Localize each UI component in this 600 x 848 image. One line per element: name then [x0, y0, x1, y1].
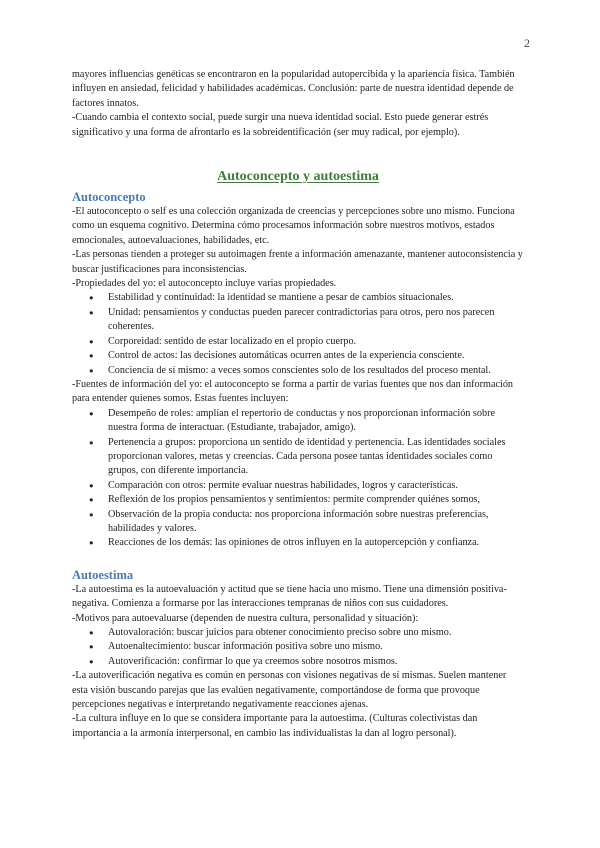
autoconcepto-heading: Autoconcepto	[72, 190, 146, 205]
list-item: ● Autoenaltecimiento: buscar información positiva sobre uno mismo.	[85, 640, 524, 654]
autoestima-paragraph-3: -La autoverificación negativa es común en personas con visiones negativas de sí mismas. Suelen mantener esta visión buscando parejas que las evalúen negativamente, comportándose de forma que provoque percepciones negativas e interpretando negativamente reacciones ajenas.	[72, 670, 507, 711]
properties-list	[72, 291, 524, 377]
list-item: ● Unidad: pensamientos y conductas pueden parecer contradictorias para otros, pero nos parecen coherentes.	[85, 306, 524, 335]
page-number: 2	[524, 36, 530, 50]
list-item: ● Comparación con otros: permite evaluar nuestras habilidades, logros y características.	[85, 479, 524, 493]
list-item: ● Observación de la propia conducta: nos proporciona información sobre nuestras preferencias, habilidades y valores.	[85, 508, 524, 537]
autoconcepto-paragraph-4: -Fuentes de información del yo: el autoconcepto se forma a partir de varias fuentes que nos dan información para entender quienes somos. Estas fuentes incluyen:	[72, 378, 514, 405]
list-item: ● Control de actos: las decisiones automáticas ocurren antes de la experiencia consciente.	[85, 349, 524, 363]
list-item: ● Autoverificación: confirmar lo que ya creemos sobre nosotros mismos.	[85, 655, 524, 669]
motives-list	[72, 626, 524, 669]
list-item: ● Pertenencia a grupos: proporciona un sentido de identidad y pertenencia. Las identidades sociales proporcionan valores, metas y creencias. Cada persona posee tantas identidades sociales como grupos, con diferente importancia.	[85, 436, 524, 479]
intro-paragraph-2: -Cuando cambia el contexto social, puede surgir una nueva identidad social. Esto puede generar estrés significativo y una forma de afrontarlo es la sobreidentificación (ser muy radical, por ejemplo).	[72, 112, 489, 138]
autoconcepto-paragraph-2: -Las personas tienden a proteger su autoimagen frente a información amenazante, mantener autoconsistencia y buscar justificaciones para inconsistencias.	[72, 249, 523, 275]
autoestima-heading: Autoestima	[72, 567, 134, 582]
list-item: ● Autovaloración: buscar juicios para obtener conocimiento preciso sobre uno mismo.	[85, 626, 524, 640]
document-body	[72, 68, 524, 741]
list-item: ● Desempeño de roles: amplían el repertorio de conductas y nos proporcionan información sobre nuestra forma de interactuar. (Estudiante, trabajador, amigo).	[85, 407, 524, 436]
intro-paragraph-1: mayores influencias genéticas se encontraron en la popularidad autopercibida y la apariencia física. También influyen en ansiedad, felicidad y habilidades académicas. Conclusión: parte de nuestra identidad depende de factores innatos.	[72, 69, 515, 109]
autoestima-paragraph-2: -Motivos para autoevaluarse (dependen de nuestra cultura, personalidad y situación):	[72, 612, 419, 624]
list-item: ● Conciencia de sí mismo: a veces somos conscientes solo de los resultados del proceso mental.	[85, 364, 524, 378]
list-item: ● Reacciones de los demás: las opiniones de otros influyen en la autopercepción y confianza.	[85, 536, 524, 550]
section-title: Autoconcepto y autoestima	[217, 169, 379, 185]
list-item: ● Reflexión de los propios pensamientos y sentimientos: permite comprender quiénes somos,	[85, 493, 524, 507]
sources-list	[72, 407, 524, 551]
autoestima-paragraph-4: -La cultura influye en lo que se considera importante para la autoestima. (Culturas colectivistas dan importancia a la armonía interpersonal, en cambio las individualistas la dan al logro personal).	[72, 713, 478, 739]
autoconcepto-paragraph-1: -El autoconcepto o self es una colección organizada de creencias y percepciones sobre uno mismo. Funciona como un esquema cognitivo. Determina cómo procesamos información sobre nuestros motivos, estados emocionales, autoevaluaciones, habilidades, etc.	[72, 206, 515, 246]
autoestima-paragraph-1: -La autoestima es la autoevaluación y actitud que se tiene hacia uno mismo. Tiene una dimensión positiva-negativa. Comienza a formarse por las interacciones tempranas de niños con sus cuidadores.	[72, 583, 507, 610]
autoconcepto-paragraph-3: -Propiedades del yo: el autoconcepto incluye varias propiedades.	[72, 278, 337, 290]
list-item: ● Estabilidad y continuidad: la identidad se mantiene a pesar de cambios situacionales.	[85, 291, 524, 305]
list-item: ● Corporeidad: sentido de estar localizado en el propio cuerpo.	[85, 335, 524, 349]
